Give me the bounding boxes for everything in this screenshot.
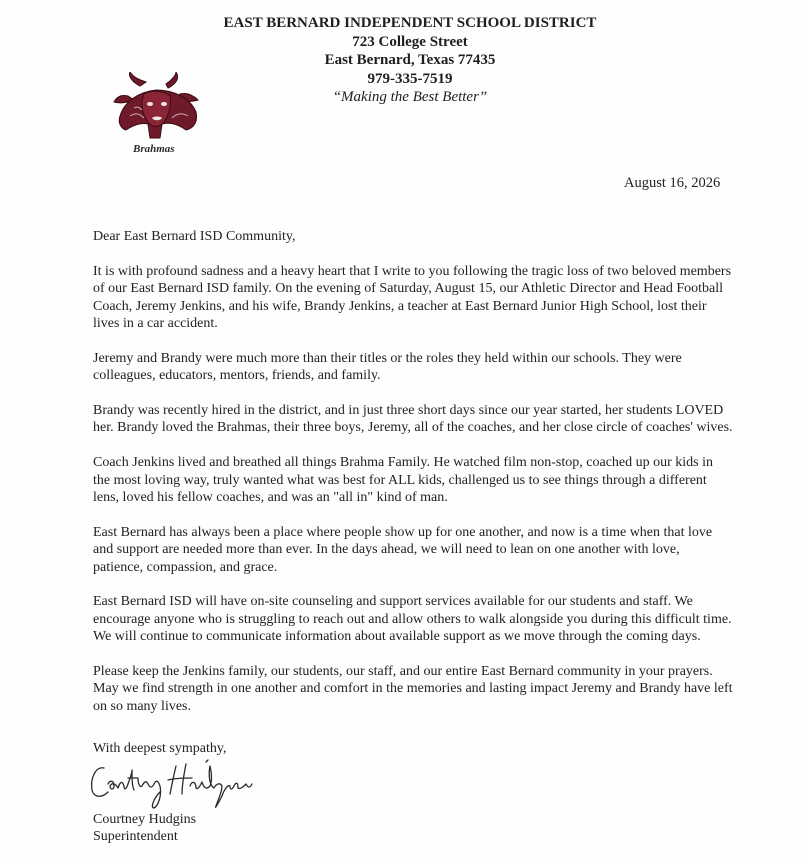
letterhead <box>200 14 620 107</box>
city-state-zip: East Bernard, Texas 77435 <box>324 52 496 68</box>
paragraph: Coach Jenkins lived and breathed all things Brahma Family. He watched film non-stop, coached up our kids in the most loving way, truly wanted what was best for ALL kids, challenged us to see things through a different lens, loved his fellow coaches, and was an "all in" kind of man. <box>93 455 714 506</box>
street-address: 723 College Street <box>352 33 468 50</box>
district-motto: “Making the Best Better” <box>332 89 488 105</box>
paragraph: Jeremy and Brandy were much more than their titles or the roles they held within our schools. They were colleagues, educators, mentors, friends, and family. <box>93 350 682 384</box>
paragraph: It is with profound sadness and a heavy heart that I write to you following the tragic loss of two beloved members of our East Bernard ISD family. On the evening of Saturday, August 15, our Athletic Director and Head Football Coach, Jeremy Jenkins, and his wife, Brandy Jenkins, a teacher at East Bernard Junior High School, lost their lives in a car accident. <box>93 263 732 332</box>
greeting: Dear East Bernard ISD Community, <box>93 229 296 244</box>
letter-body <box>93 228 733 733</box>
letter-date: August 16, 2026 <box>624 175 721 191</box>
paragraph: East Bernard ISD will have on-site counseling and support services available for our students and staff. We encourage anyone who is struggling to reach out and allow others to walk alongside you during this difficult time. We will continue to communicate information about available support as we move through the coming days. <box>93 594 732 645</box>
handwritten-signature <box>88 756 288 814</box>
district-name: EAST BERNARD INDEPENDENT SCHOOL DISTRICT <box>223 15 597 31</box>
phone-number: 979-335-7519 <box>367 70 453 87</box>
paragraph: Please keep the Jenkins family, our students, our staff, and our entire East Bernard community in your prayers. May we find strength in one another and comfort in the memories and lasting impact Jeremy and Brandy have left on so many lives. <box>93 664 733 714</box>
logo-caption: Brahmas <box>133 143 175 155</box>
paragraph: Brandy was recently hired in the district, and in just three short days since our year started, her students LOVED her. Brandy loved the Brahmas, their three boys, Jeremy, all of the coaches, and her close circle of coaches' wives. <box>93 403 733 436</box>
signer-title: Superintendent <box>93 829 178 844</box>
signer-block <box>93 811 196 845</box>
signer-name: Courtney Hudgins <box>93 812 197 827</box>
paragraph: East Bernard has always been a place where people show up for one another, and now is a time when that love and support are needed more than ever. In the days ahead, we will need to lean on one another with love, patience, compassion, and grace. <box>93 524 713 575</box>
closing-line: With deepest sympathy, <box>93 741 227 756</box>
brahma-bull-logo-icon <box>110 72 202 142</box>
